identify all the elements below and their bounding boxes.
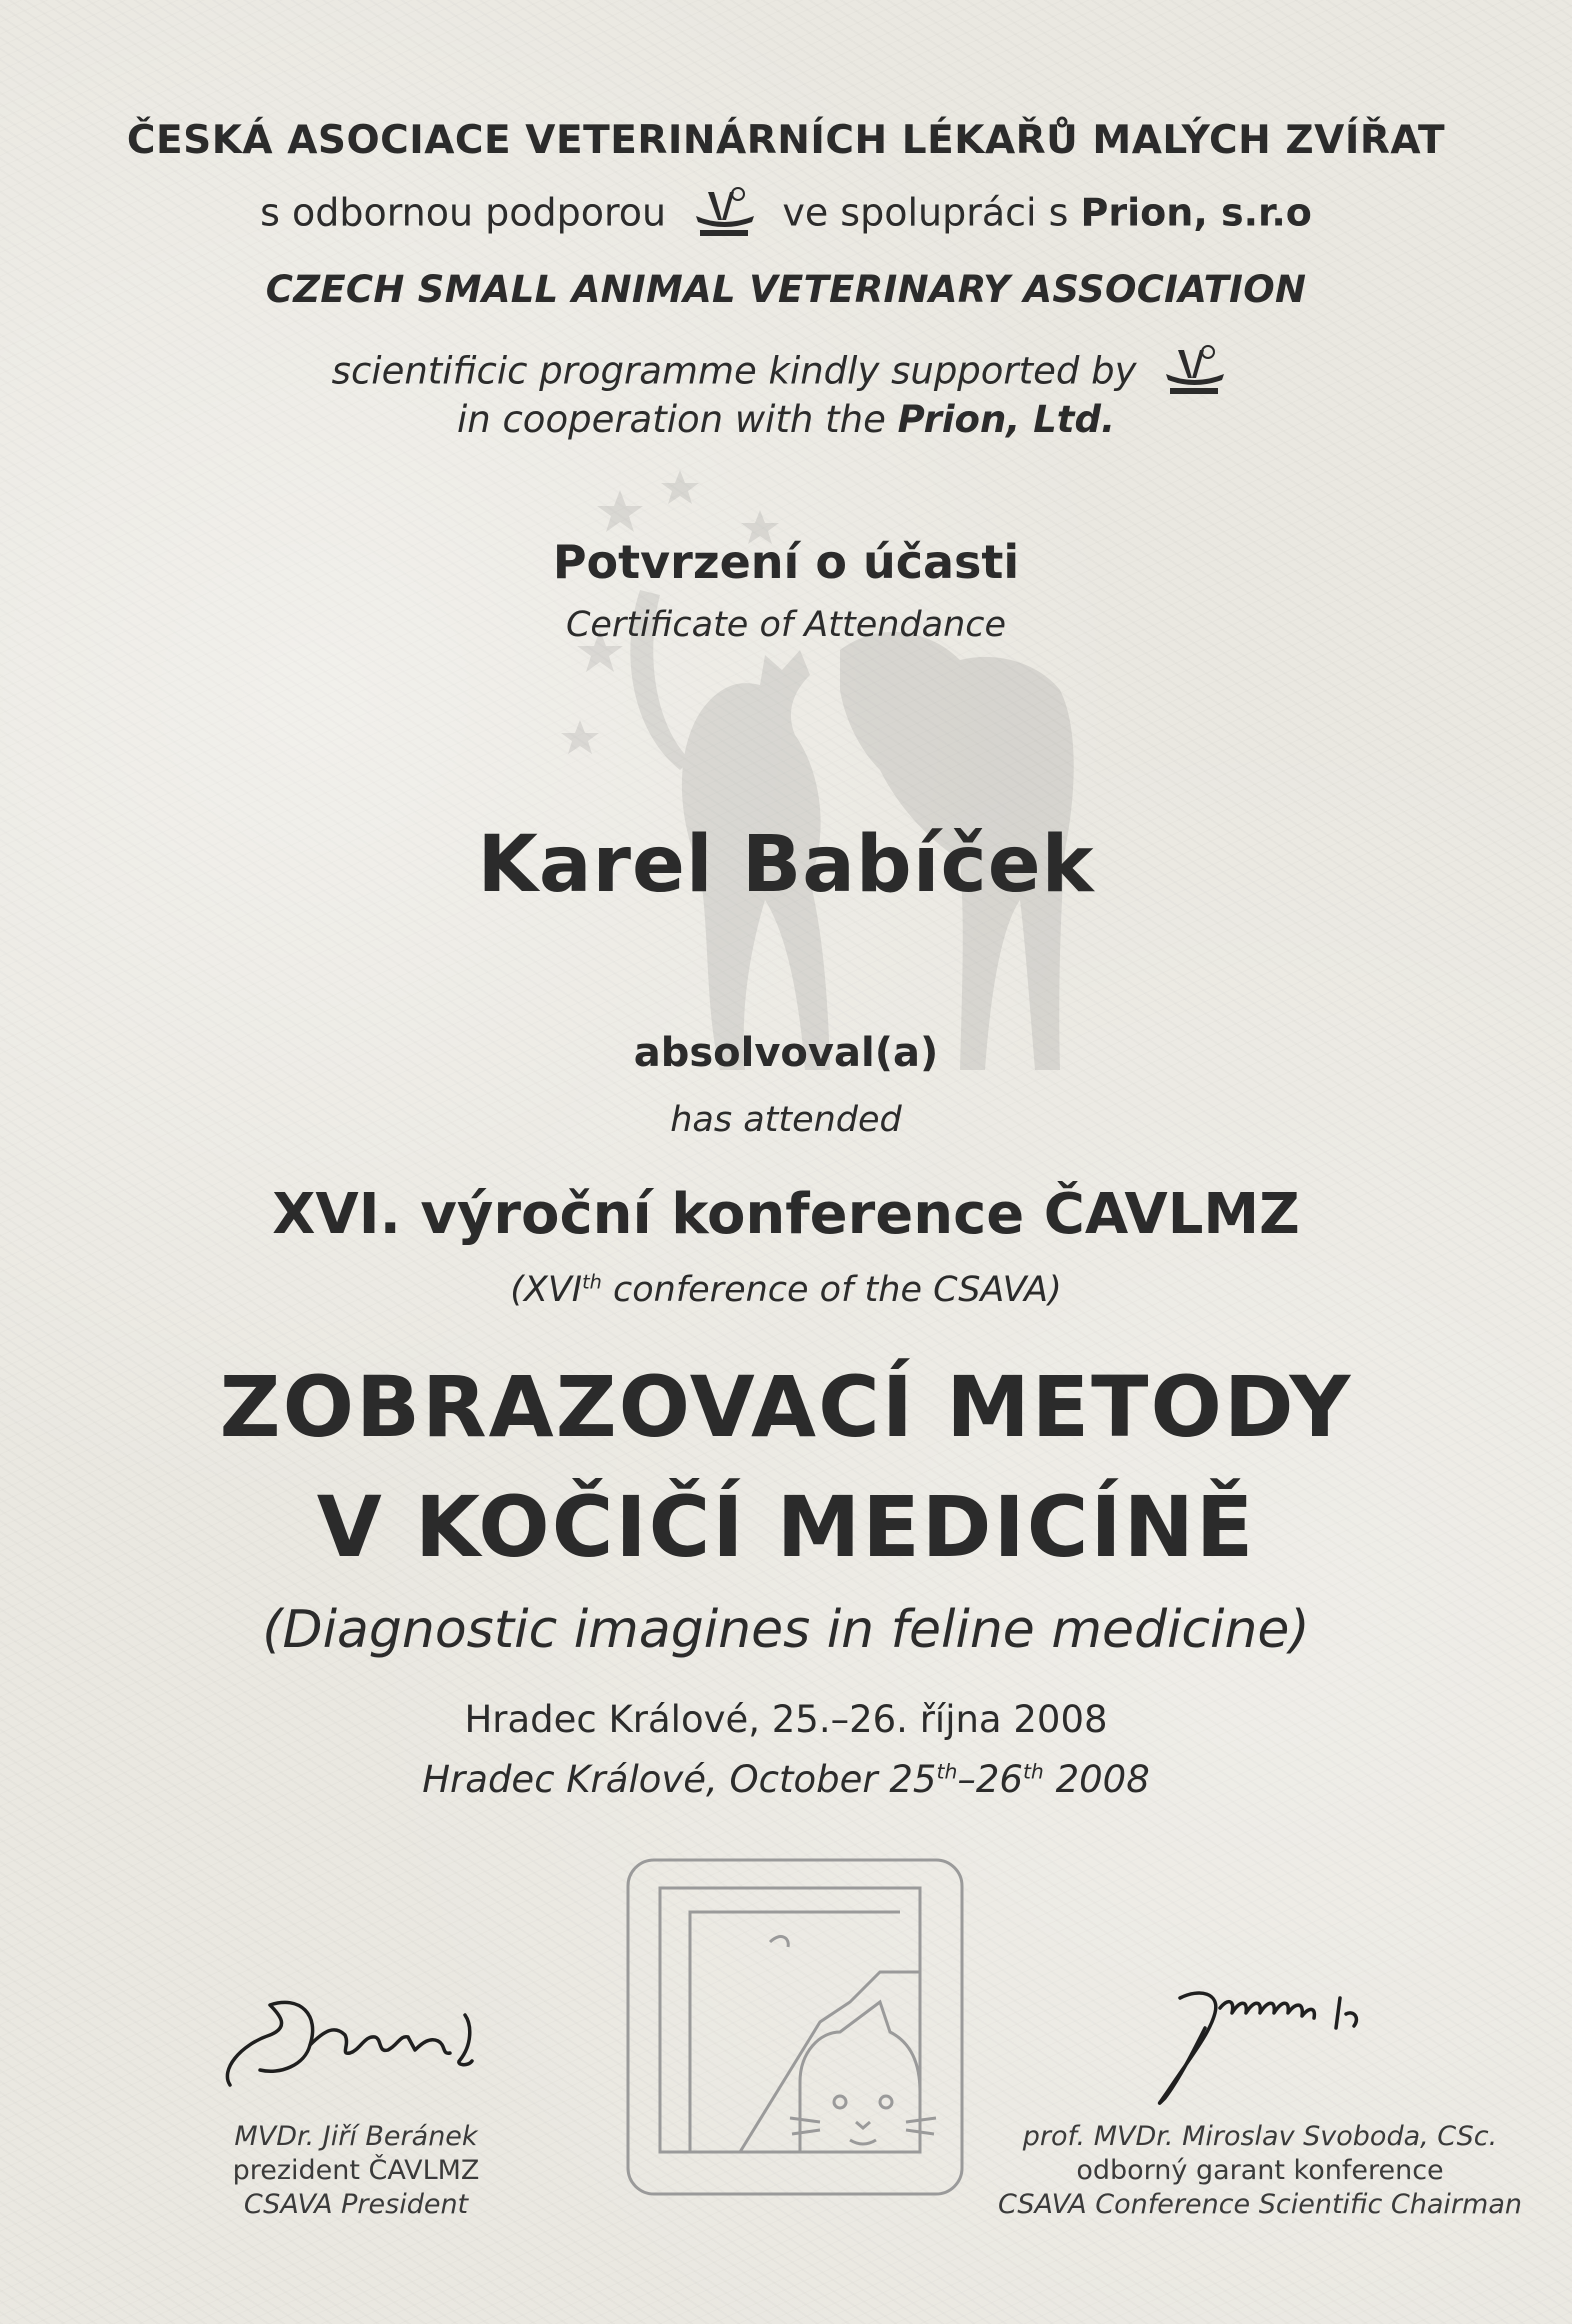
organization-name-en: CZECH SMALL ANIMAL VETERINARY ASSOCIATION bbox=[265, 268, 1307, 311]
watermark-star bbox=[661, 470, 699, 504]
support-line-cs bbox=[0, 186, 1572, 244]
signatory-left-role-cs: prezident ČAVLMZ bbox=[232, 2155, 480, 2186]
support-line-en bbox=[0, 344, 1572, 402]
cooperation-line-en bbox=[0, 398, 1572, 441]
cat-frame-logo bbox=[620, 1852, 970, 2202]
watermark-star bbox=[597, 490, 643, 532]
attended-cs: absolvoval(a) bbox=[633, 1030, 939, 1076]
watermark-star bbox=[561, 720, 599, 754]
topic-line-2: V KOČIČÍ MEDICÍNĚ bbox=[316, 1478, 1256, 1576]
organization-name-cs: ČESKÁ ASOCIACE VETERINÁRNÍCH LÉKAŘŮ MALÝCH ZVÍŘAT bbox=[126, 118, 1446, 163]
signatory-right bbox=[990, 2120, 1530, 2222]
support-text-cs: s odbornou podporou bbox=[260, 190, 667, 235]
attended-en: has attended bbox=[670, 1100, 902, 1140]
signatory-right-role-cs: odborný garant konference bbox=[1076, 2155, 1444, 2186]
conference-logo-icon bbox=[1148, 344, 1240, 402]
signature-left bbox=[210, 1975, 490, 2105]
signatory-left bbox=[166, 2120, 546, 2222]
conference-logo-icon bbox=[678, 186, 770, 244]
partner-name-cs: Prion, s.r.o bbox=[1080, 190, 1312, 235]
partner-name-en: Prion, Ltd. bbox=[897, 398, 1116, 441]
place-date-en-text: Hradec Králové, October 25 bbox=[422, 1758, 937, 1801]
place-date-en-text-2: –26 bbox=[957, 1758, 1023, 1801]
support-text-cs-2: ve spolupráci s bbox=[782, 190, 1069, 235]
conference-en-text: (XVI bbox=[510, 1270, 583, 1310]
certificate-title-en: Certificate of Attendance bbox=[565, 605, 1007, 645]
support-text-en: scientificic programme kindly supported by bbox=[331, 349, 1137, 393]
topic-en: (Diagnostic imagines in feline medicine) bbox=[262, 1600, 1310, 1660]
topic-line-1: ZOBRAZOVACÍ METODY bbox=[219, 1358, 1353, 1456]
conference-logo bbox=[1148, 344, 1240, 402]
conference-en-text-2: conference of the CSAVA) bbox=[601, 1270, 1062, 1310]
attendee-name: Karel Babíček bbox=[477, 820, 1095, 910]
place-date-cs: Hradec Králové, 25.–26. října 2008 bbox=[464, 1698, 1108, 1741]
certificate-title-cs: Potvrzení o účasti bbox=[552, 535, 1020, 589]
place-date-en-sup-1: th bbox=[936, 1759, 958, 1784]
signature-right bbox=[1110, 1968, 1410, 2118]
place-date-en-text-3: 2008 bbox=[1043, 1758, 1150, 1801]
signatory-left-name: MVDr. Jiří Beránek bbox=[234, 2121, 478, 2152]
place-date-en bbox=[0, 1758, 1572, 1801]
conference-name-cs: XVI. výroční konference ČAVLMZ bbox=[272, 1182, 1300, 1247]
conference-en-superscript: th bbox=[582, 1270, 602, 1294]
place-date-en-sup-2: th bbox=[1022, 1759, 1044, 1784]
signatory-left-role-en: CSAVA President bbox=[243, 2189, 469, 2220]
signatory-right-name: prof. MVDr. Miroslav Svoboda, CSc. bbox=[1022, 2121, 1498, 2152]
conference-name-en bbox=[0, 1270, 1572, 1310]
signatory-right-role-en: CSAVA Conference Scientific Chairman bbox=[997, 2189, 1522, 2220]
cooperation-text-en: in cooperation with the bbox=[456, 398, 886, 441]
conference-logo bbox=[678, 186, 770, 244]
